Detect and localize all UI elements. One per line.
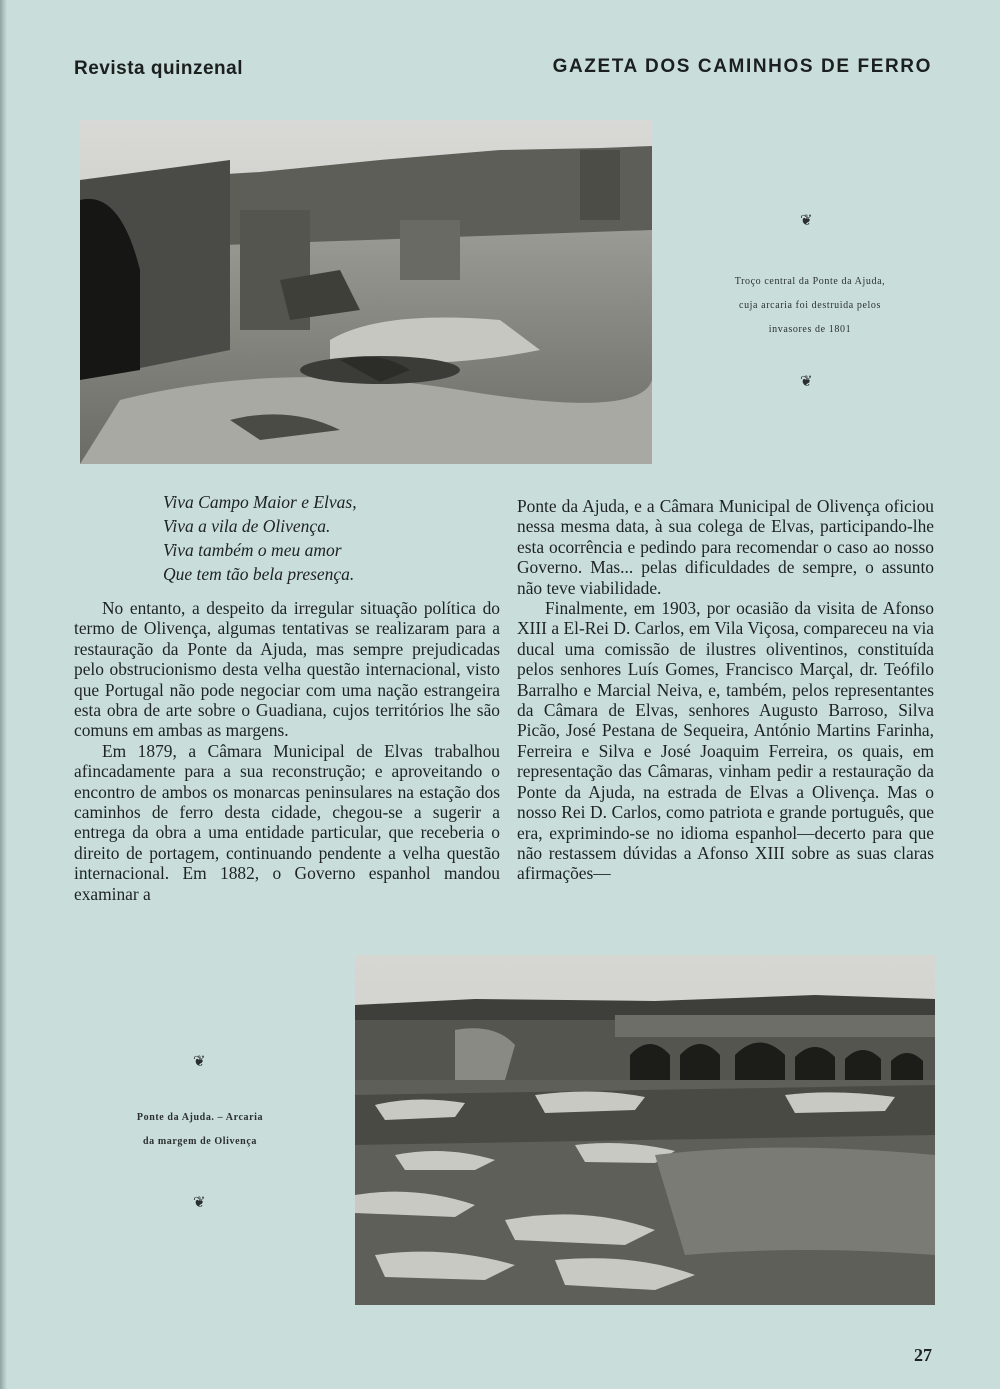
bridge-arches-illustration	[355, 955, 935, 1305]
article-column-right	[517, 496, 934, 884]
header-periodicity: Revista quinzenal	[74, 58, 243, 79]
page-number: 27	[914, 1345, 932, 1365]
caption-line: Ponte da Ajuda. – Arcaria	[136, 1112, 264, 1123]
poem-line: Viva a vila de Olivença.	[163, 516, 331, 536]
figure-caption-1	[690, 270, 930, 342]
poem-quatrain	[163, 490, 483, 586]
poem-line: Viva Campo Maior e Elvas,	[163, 492, 357, 512]
ornament-fleuron-icon: ❦	[193, 1054, 206, 1070]
ornament-fleuron-icon: ❦	[193, 1195, 206, 1211]
photo-bridge-central-section	[80, 120, 652, 464]
ornament-fleuron-icon: ❦	[800, 374, 813, 390]
article-column-left	[74, 598, 500, 904]
poem-line: Viva também o meu amor	[163, 540, 342, 560]
paragraph: Em 1879, a Câmara Municipal de Elvas trabalhou afincadamente para a sua reconstrução; e aproveitando o encontro de ambos os monarcas peninsulares na estação dos caminhos de ferro desta cidade, chegou-se a sugerir a entrega da obra a uma entidade particular, que receberia o direito de portagem, continuando pendente a velha questão internacional. Em 1882, o Governo espanhol mandou examinar a	[74, 740, 500, 904]
ornament-fleuron-icon: ❦	[800, 213, 813, 229]
photo-bridge-arches-olivenca	[355, 955, 935, 1305]
paragraph: No entanto, a despeito da irregular situação política do termo de Olivença, algumas tentativas se realizaram para a restauração da Ponte da Ajuda, mas sempre prejudicadas pelo obstrucionismo desta velha questão internacional, visto que Portugal não pode negociar com uma nação estrangeira esta obra de arte sobre o Guadiana, cujos territórios lhe são comuns em ambas as margens.	[74, 598, 500, 741]
caption-line: da margem de Olivença	[143, 1136, 257, 1147]
poem-line: Que tem tão bela presença.	[163, 564, 355, 584]
caption-line: cuja arcaria foi destruida pelos	[739, 300, 881, 311]
caption-line: Troço central da Ponte da Ajuda,	[734, 276, 886, 287]
figure-caption-2	[90, 1106, 310, 1154]
caption-line: invasores de 1801	[768, 324, 852, 335]
paragraph: Finalmente, em 1903, por ocasião da visita de Afonso XIII a El-Rei D. Carlos, em Vila Viçosa, compareceu na via ducal uma comissão de ilustres oliventinos, constituída pelos senhores Luís Gomes, Francisco Marçal, dr. Teófilo Barralho e Marcial Neiva, e, também, pelos representantes da Câmara de Elvas, senhores Augusto Barroso, Silva Picão, José Pestana de Sequeira, António Martins Farinha, Ferreira e Silva e José Joaquim Ferreira, os quais, em representação das Câmaras, vinham pedir a restauração da Ponte da Ajuda, na estrada de Elvas a Olivença. Mas o nosso Rei D. Carlos, como patriota e grande português, que era, exprimindo-se no idioma espanhol—decerto para que não restassem dúvidas a Afonso XIII sobre as suas claras afirmações—	[517, 598, 934, 884]
paragraph: Ponte da Ajuda, e a Câmara Municipal de Olivença oficiou nessa mesma data, à sua colega de Elvas, participando-lhe esta ocorrência e pedindo para recomendar o caso ao nosso Governo. Mas... pelas dificuldades de sempre, o assunto não teve viabilidade.	[517, 496, 934, 598]
bridge-ruins-illustration	[80, 120, 652, 464]
header-magazine-title: GAZETA DOS CAMINHOS DE FERRO	[552, 56, 932, 77]
page-edge-shadow	[0, 0, 7, 1389]
